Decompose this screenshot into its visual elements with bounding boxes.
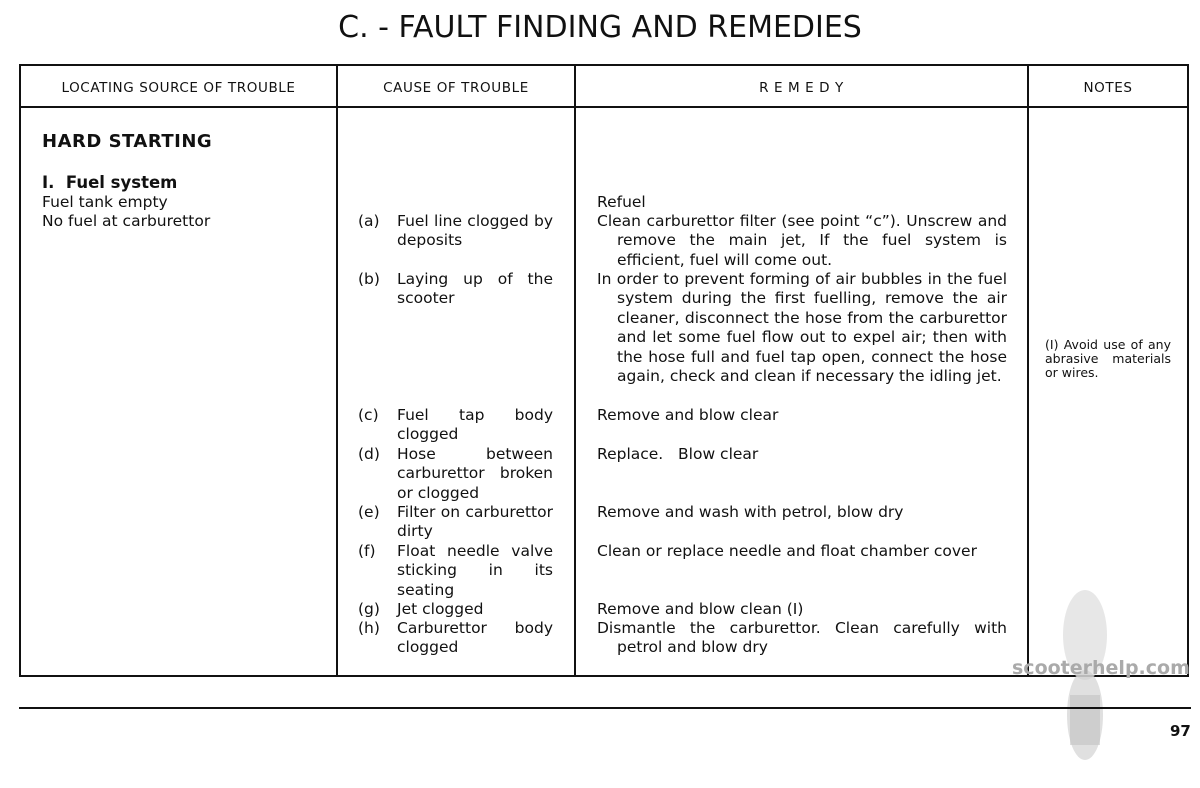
cause-text: Laying up of the scooter <box>397 270 553 308</box>
remedy-text: Replace. Blow clear <box>597 445 759 463</box>
cause-label: (a) <box>358 212 380 230</box>
cause-label: (b) <box>358 270 380 288</box>
cause-label: (h) <box>358 619 380 637</box>
cause-text: Carburettor body clogged <box>397 619 553 657</box>
header-remedy: R E M E D Y <box>759 80 844 96</box>
remedy-text: Clean carburettor filter (see point “c”). Unscrew and remove the main jet, If the fuel system is efficient, fuel will come out. <box>597 212 1007 269</box>
note-text: (I) Avoid use of any abrasive materials or wires. <box>1045 337 1171 380</box>
cause-label: (c) <box>358 406 379 424</box>
cause-text: Fuel tap body clogged <box>397 406 553 444</box>
cause-text: Hose between carburettor broken or clogged <box>397 445 553 502</box>
table-right-border <box>1187 64 1189 677</box>
cause-label: (e) <box>358 503 380 521</box>
remedy-text: Clean or replace needle and float chamber cover <box>597 542 977 560</box>
column-divider <box>574 64 576 677</box>
subsection-heading: I. Fuel system <box>42 173 178 192</box>
column-divider <box>336 64 338 677</box>
footer-rule <box>19 707 1191 709</box>
header-divider <box>19 106 1189 108</box>
symptom: Fuel tank empty <box>42 193 168 211</box>
remedy-text: Remove and blow clean (I) <box>597 600 804 618</box>
header-cause: CAUSE OF TROUBLE <box>383 80 529 96</box>
cause-label: (d) <box>358 445 380 463</box>
table-left-border <box>19 64 21 677</box>
section-heading: HARD STARTING <box>42 131 213 152</box>
cause-text: Float needle valve sticking in its seating <box>397 542 553 599</box>
cause-text: Filter on carburettor dirty <box>397 503 553 541</box>
symptom: No fuel at carburettor <box>42 212 211 230</box>
remedy-text: Remove and blow clear <box>597 406 779 424</box>
page-title: C. - FAULT FINDING AND REMEDIES <box>338 10 862 45</box>
column-divider <box>1027 64 1029 677</box>
cause-text: Fuel line clogged by deposits <box>397 212 553 250</box>
header-notes: NOTES <box>1083 80 1133 96</box>
cause-label: (f) <box>358 542 376 560</box>
remedy-text: In order to prevent forming of air bubbles in the fuel system during the first fuelling, remove the air cleaner, disconnect the hose from the carburettor and let some fuel flow out to expel air; then with the hose full and fuel tap open, connect the hose again, check and clean if necessary the idling jet. <box>597 270 1007 386</box>
table-top-border <box>19 64 1189 66</box>
remedy-text: Remove and wash with petrol, blow dry <box>597 503 904 521</box>
remedy-text: Dismantle the carburettor. Clean carefully with petrol and blow dry <box>597 619 1007 657</box>
page-number: 97 <box>1170 722 1191 740</box>
header-locating: LOCATING SOURCE OF TROUBLE <box>61 80 296 96</box>
cause-text: Jet clogged <box>397 600 484 618</box>
remedy-text: Refuel <box>597 193 646 211</box>
cause-label: (g) <box>358 600 380 618</box>
watermark-text: scooterhelp.com <box>1012 657 1190 679</box>
